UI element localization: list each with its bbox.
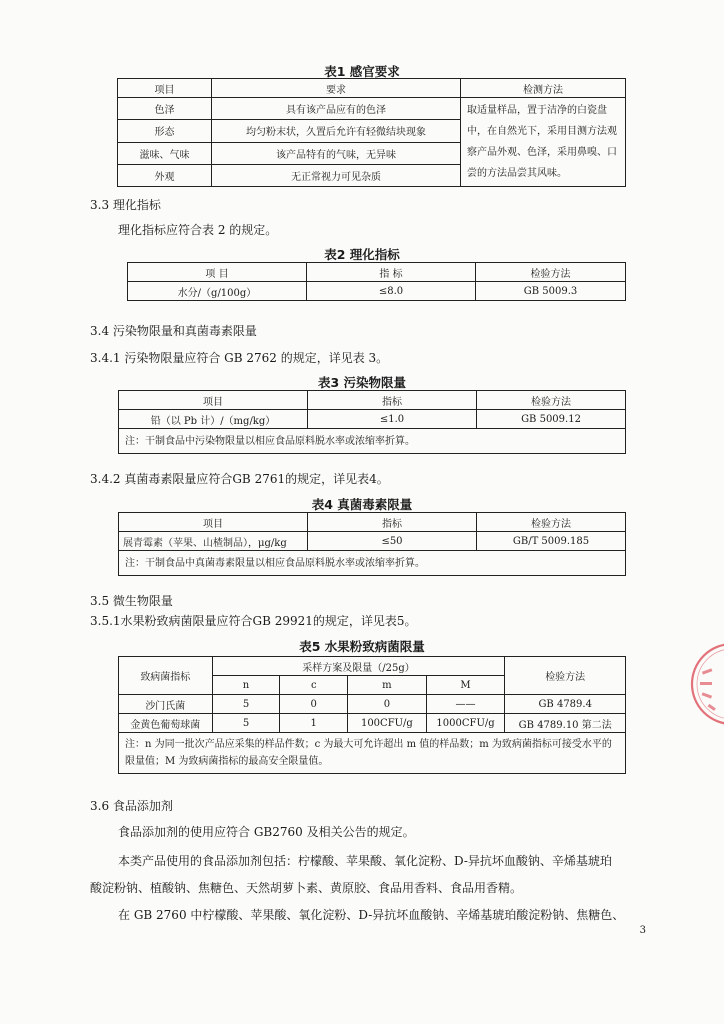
section-3-5-heading: 3.5 微生物限量 bbox=[90, 594, 173, 608]
section-3-6-para-2b: 酸淀粉钠、植酸钠、焦糖色、天然胡萝卜素、黄原胶、食品用香料、食品用香精。 bbox=[90, 881, 523, 895]
table5-sub-n: n bbox=[212, 676, 280, 695]
table-cell: —— bbox=[426, 695, 505, 714]
section-3-4-heading: 3.4 污染物限量和真菌毒素限量 bbox=[90, 324, 257, 338]
table-cell: 水分/（g/100g） bbox=[128, 282, 307, 301]
table4-header-item: 项目 bbox=[119, 513, 308, 532]
table3-note: 注：干制食品中污染物限量以相应食品原料脱水率或浓缩率折算。 bbox=[119, 429, 626, 454]
table1-header-item: 项目 bbox=[118, 79, 212, 98]
table-cell: 滋味、气味 bbox=[118, 142, 212, 164]
table1-header-requirement: 要求 bbox=[212, 79, 461, 98]
table-cell: 无正常视力可见杂质 bbox=[212, 164, 461, 186]
section-3-4-2-text: 3.4.2 真菌毒素限量应符合GB 2761的规定，详见表4。 bbox=[90, 472, 389, 486]
table2-physicochemical bbox=[127, 262, 626, 301]
table-cell: 色泽 bbox=[118, 98, 212, 120]
table-cell: 沙门氏菌 bbox=[119, 695, 213, 714]
table-cell: 5 bbox=[212, 714, 280, 733]
table1-sensory bbox=[117, 78, 626, 187]
table-cell: ≤50 bbox=[308, 532, 477, 551]
section-3-3-heading: 3.3 理化指标 bbox=[90, 198, 161, 212]
table-cell: 100CFU/g bbox=[348, 714, 427, 733]
table1-method-text: 取适量样品，置于洁净的白瓷盘中，在自然光下，采用目测方法观察产品外观、色泽，采用鼻嗅、口尝的方法品尝其风味。 bbox=[461, 98, 626, 187]
section-3-5-1-text: 3.5.1水果粉致病菌限量应符合GB 29921的规定，详见表5。 bbox=[90, 614, 417, 628]
table-cell: GB 5009.3 bbox=[476, 282, 626, 301]
section-3-4-1-text: 3.4.1 污染物限量应符合 GB 2762 的规定，详见表 3。 bbox=[90, 351, 389, 365]
table-cell: 0 bbox=[280, 695, 348, 714]
section-3-6-para-1: 食品添加剂的使用应符合 GB2760 及相关公告的规定。 bbox=[118, 825, 415, 839]
section-3-6-para-2a: 本类产品使用的食品添加剂包括：柠檬酸、苹果酸、氧化淀粉、D-异抗坏血酸钠、辛烯基琥珀 bbox=[118, 854, 612, 868]
page-number: 3 bbox=[639, 925, 646, 936]
table-cell: 1000CFU/g bbox=[426, 714, 505, 733]
table4-header-indicator: 指标 bbox=[308, 513, 477, 532]
table4-mycotoxins bbox=[118, 512, 626, 576]
table2-header-method: 检验方法 bbox=[476, 263, 626, 282]
table-cell: 形态 bbox=[118, 120, 212, 142]
section-3-3-text: 理化指标应符合表 2 的规定。 bbox=[118, 223, 278, 237]
table3-caption: 表3 污染物限量 bbox=[317, 375, 407, 390]
section-3-6-para-3: 在 GB 2760 中柠檬酸、苹果酸、氧化淀粉、D-异抗坏血酸钠、辛烯基琥珀酸淀粉钠、焦糖色、 bbox=[118, 908, 625, 922]
table5-header-method: 检验方法 bbox=[505, 657, 626, 695]
table-cell: 均匀粉末状，久置后允许有轻微结块现象 bbox=[212, 120, 461, 142]
table5-note: 注：n 为同一批次产品应采集的样品件数；c 为最大可允许超出 m 值的样品数；m 为致病菌指标可接受水平的限量值；M 为致病菌指标的最高安全限量值。 bbox=[119, 733, 626, 774]
table-cell: 该产品特有的气味，无异味 bbox=[212, 142, 461, 164]
table-cell: 铅（以 Pb 计）/（mg/kg） bbox=[119, 410, 308, 429]
table1-caption: 表1 感官要求 bbox=[324, 64, 400, 79]
table3-header-method: 检验方法 bbox=[477, 391, 626, 410]
table-cell: 具有该产品应有的色泽 bbox=[212, 98, 461, 120]
table-cell: GB 5009.12 bbox=[477, 410, 626, 429]
table5-header-sampling: 采样方案及限量（/25g） bbox=[212, 657, 505, 676]
table2-header-indicator: 指 标 bbox=[307, 263, 476, 282]
table-cell: 外观 bbox=[118, 164, 212, 186]
table-cell: GB 4789.10 第二法 bbox=[505, 714, 626, 733]
table-cell: 0 bbox=[348, 695, 427, 714]
table5-sub-m: m bbox=[348, 676, 427, 695]
table-cell: ≤8.0 bbox=[307, 282, 476, 301]
table5-sub-M: M bbox=[426, 676, 505, 695]
table5-caption: 表5 水果粉致病菌限量 bbox=[299, 639, 425, 654]
section-3-6-heading: 3.6 食品添加剂 bbox=[90, 799, 173, 813]
table3-header-indicator: 指标 bbox=[308, 391, 477, 410]
table4-note: 注：干制食品中真菌毒素限量以相应食品原料脱水率或浓缩率折算。 bbox=[119, 551, 626, 576]
table-cell: GB/T 5009.185 bbox=[477, 532, 626, 551]
red-seal-stamp bbox=[686, 640, 724, 728]
table-cell: 1 bbox=[280, 714, 348, 733]
table5-sub-c: c bbox=[280, 676, 348, 695]
table1-header-method: 检测方法 bbox=[461, 79, 626, 98]
table4-header-method: 检验方法 bbox=[477, 513, 626, 532]
table-cell: 金黄色葡萄球菌 bbox=[119, 714, 213, 733]
table4-caption: 表4 真菌毒素限量 bbox=[311, 497, 413, 512]
table3-header-item: 项目 bbox=[119, 391, 308, 410]
table2-caption: 表2 理化指标 bbox=[324, 247, 400, 262]
table5-header-indicator: 致病菌指标 bbox=[119, 657, 213, 695]
table5-pathogens bbox=[118, 656, 626, 774]
table-cell: 5 bbox=[212, 695, 280, 714]
table-cell: 展青霉素（苹果、山楂制品），μg/kg bbox=[119, 532, 308, 551]
table-cell: GB 4789.4 bbox=[505, 695, 626, 714]
table2-header-item: 项 目 bbox=[128, 263, 307, 282]
table-cell: ≤1.0 bbox=[308, 410, 477, 429]
table3-contaminants bbox=[118, 390, 626, 454]
